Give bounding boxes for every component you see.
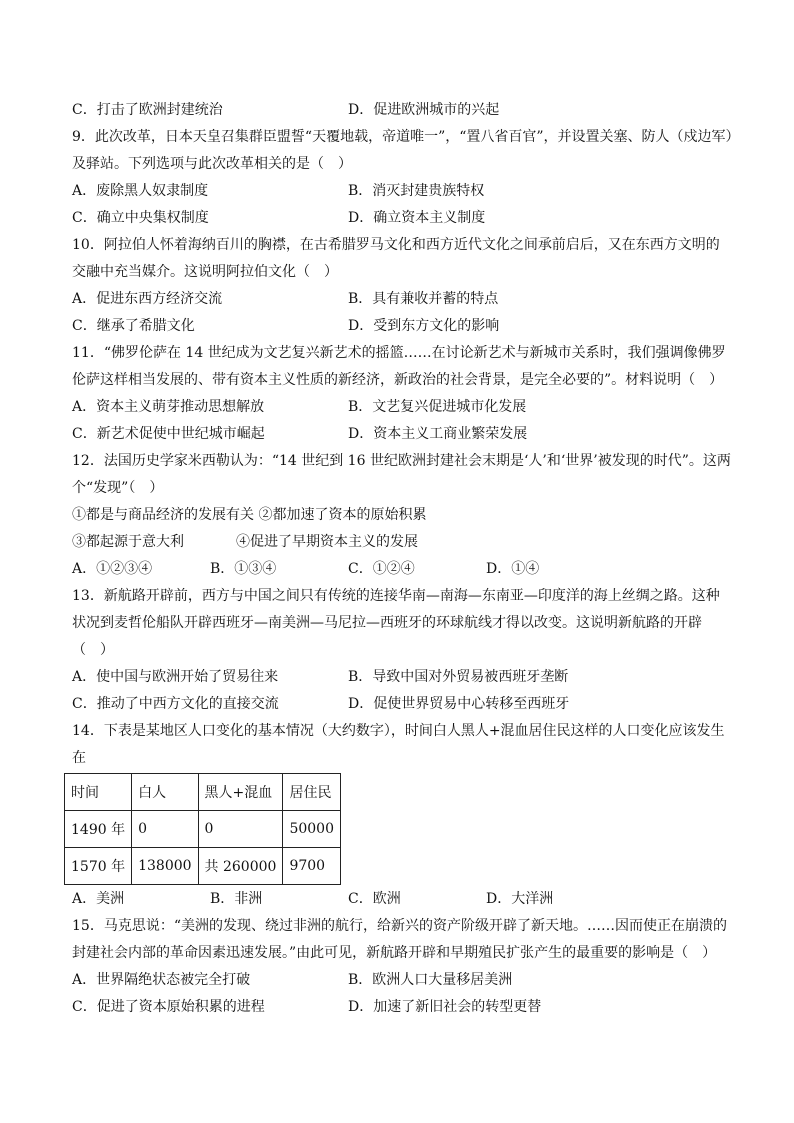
q15-stem-line2: 封建社会内部的革命因素迅速发展。”由此可见，新航路开辟和早期殖民扩张产生的最重要的影响是（ ） [72, 945, 717, 961]
q12-option-a[interactable]: A．①②③④ [72, 561, 153, 577]
q15-option-d[interactable]: D．加速了新旧社会的转型更替 [348, 999, 542, 1015]
q9-option-d[interactable]: D．确立资本主义制度 [348, 210, 486, 226]
q10-option-b[interactable]: B．具有兼收并蓄的特点 [348, 291, 499, 307]
q10-option-c[interactable]: C．继承了希腊文化 [72, 318, 195, 334]
q13-stem-line3: （ ） [72, 642, 114, 658]
q9-stem-line1: 9．此次改革，日本天皇召集群臣盟誓“天覆地载，帝道唯一”，“置八省百官”，并设置关塞、防人（戍边军） [72, 129, 740, 145]
table-cell: 9700 [283, 848, 341, 885]
q8-option-d[interactable]: D．促进欧洲城市的兴起 [348, 102, 500, 118]
q11-option-d[interactable]: D．资本主义工商业繁荣发展 [348, 426, 528, 442]
table-cell: 0 [198, 811, 283, 848]
table-header-row [65, 774, 341, 811]
q14-stem-line1: 14．下表是某地区人口变化的基本情况（大约数字），时间白人黑人+混血居住民这样的人口变化应该发生 [72, 723, 725, 739]
q12-option-c[interactable]: C．①②④ [348, 561, 415, 577]
q9-option-a[interactable]: A．废除黑人奴隶制度 [72, 183, 209, 199]
q11-option-c[interactable]: C．新艺术促使中世纪城市崛起 [72, 426, 265, 442]
table-cell: 0 [132, 811, 198, 848]
q15-option-b[interactable]: B．欧洲人口大量移居美洲 [348, 972, 513, 988]
q14-option-d[interactable]: D．大洋洲 [486, 891, 554, 907]
q14-option-a[interactable]: A．美洲 [72, 891, 125, 907]
table-header-cell: 居住民 [283, 774, 341, 811]
q15-option-a[interactable]: A．世界隔绝状态被完全打破 [72, 972, 251, 988]
q10-option-a[interactable]: A．促进东西方经济交流 [72, 291, 223, 307]
q9-option-b[interactable]: B．消灭封建贵族特权 [348, 183, 485, 199]
table-header-cell: 黑人+混血 [198, 774, 283, 811]
q10-option-d[interactable]: D．受到东方文化的影响 [348, 318, 500, 334]
q11-stem-line1: 11．“佛罗伦萨在 14 世纪成为文艺复兴新艺术的摇篮……在讨论新艺术与新城市关系时，我们强调像佛罗 [72, 345, 726, 361]
q12-item-3: ③都起源于意大利 [72, 534, 184, 550]
population-table [64, 773, 341, 885]
table-row [65, 848, 341, 885]
q8-option-c[interactable]: C．打击了欧洲封建统治 [72, 102, 223, 118]
q13-stem-line1: 13．新航路开辟前，西方与中国之间只有传统的连接华南—南海—东南亚—印度洋的海上丝绸之路。这种 [72, 588, 720, 604]
table-cell: 1490 年 [65, 811, 132, 848]
q12-item-4: ④促进了早期资本主义的发展 [236, 534, 418, 550]
q11-option-a[interactable]: A．资本主义萌芽推动思想解放 [72, 399, 265, 415]
q12-option-d[interactable]: D．①④ [486, 561, 540, 577]
q11-option-b[interactable]: B．文艺复兴促进城市化发展 [348, 399, 527, 415]
q12-option-b[interactable]: B．①③④ [210, 561, 277, 577]
q14-stem-line2: 在 [72, 750, 86, 766]
q12-stem-line2: 个“发现”（ ） [72, 480, 164, 496]
q11-stem-line2: 伦萨这样相当发展的、带有资本主义性质的新经济，新政治的社会背景，是完全必要的”。材料说明（ ） [72, 372, 724, 388]
q13-stem-line2: 状况到麦哲伦船队开辟西班牙—南美洲—马尼拉—西班牙的环球航线才得以改变。这说明新航路的开辟 [72, 615, 702, 631]
table-cell: 50000 [283, 811, 341, 848]
table-cell: 138000 [132, 848, 198, 885]
q9-stem-line2: 及驿站。下列选项与此次改革相关的是（ ） [72, 156, 352, 172]
table-cell: 1570 年 [65, 848, 132, 885]
q10-stem-line2: 交融中充当媒介。这说明阿拉伯文化（ ） [72, 264, 338, 280]
q13-option-a[interactable]: A．使中国与欧洲开始了贸易往来 [72, 669, 279, 685]
q13-option-d[interactable]: D．促使世界贸易中心转移至西班牙 [348, 696, 570, 712]
q10-stem-line1: 10．阿拉伯人怀着海纳百川的胸襟，在古希腊罗马文化和西方近代文化之间承前启后，又在东西方文明的 [72, 237, 720, 253]
q12-items-1-2: ①都是与商品经济的发展有关 ②都加速了资本的原始积累 [72, 507, 427, 523]
q13-option-b[interactable]: B．导致中国对外贸易被西班牙垄断 [348, 669, 569, 685]
q15-option-c[interactable]: C．促进了资本原始积累的进程 [72, 999, 265, 1015]
table-header-cell: 白人 [132, 774, 198, 811]
table-cell: 共 260000 [198, 848, 283, 885]
table-header-cell: 时间 [65, 774, 132, 811]
q13-option-c[interactable]: C．推动了中西方文化的直接交流 [72, 696, 279, 712]
q14-option-b[interactable]: B．非洲 [210, 891, 263, 907]
q14-option-c[interactable]: C．欧洲 [348, 891, 401, 907]
q12-stem-line1: 12．法国历史学家米西勒认为：“14 世纪到 16 世纪欧洲封建社会末期是‘人’和‘世界’被发现的时代”。这两 [72, 453, 731, 469]
q9-option-c[interactable]: C．确立中央集权制度 [72, 210, 209, 226]
q15-stem-line1: 15．马克思说：“美洲的发现、绕过非洲的航行，给新兴的资产阶级开辟了新天地。……因而使正在崩溃的 [72, 918, 727, 934]
table-row [65, 811, 341, 848]
